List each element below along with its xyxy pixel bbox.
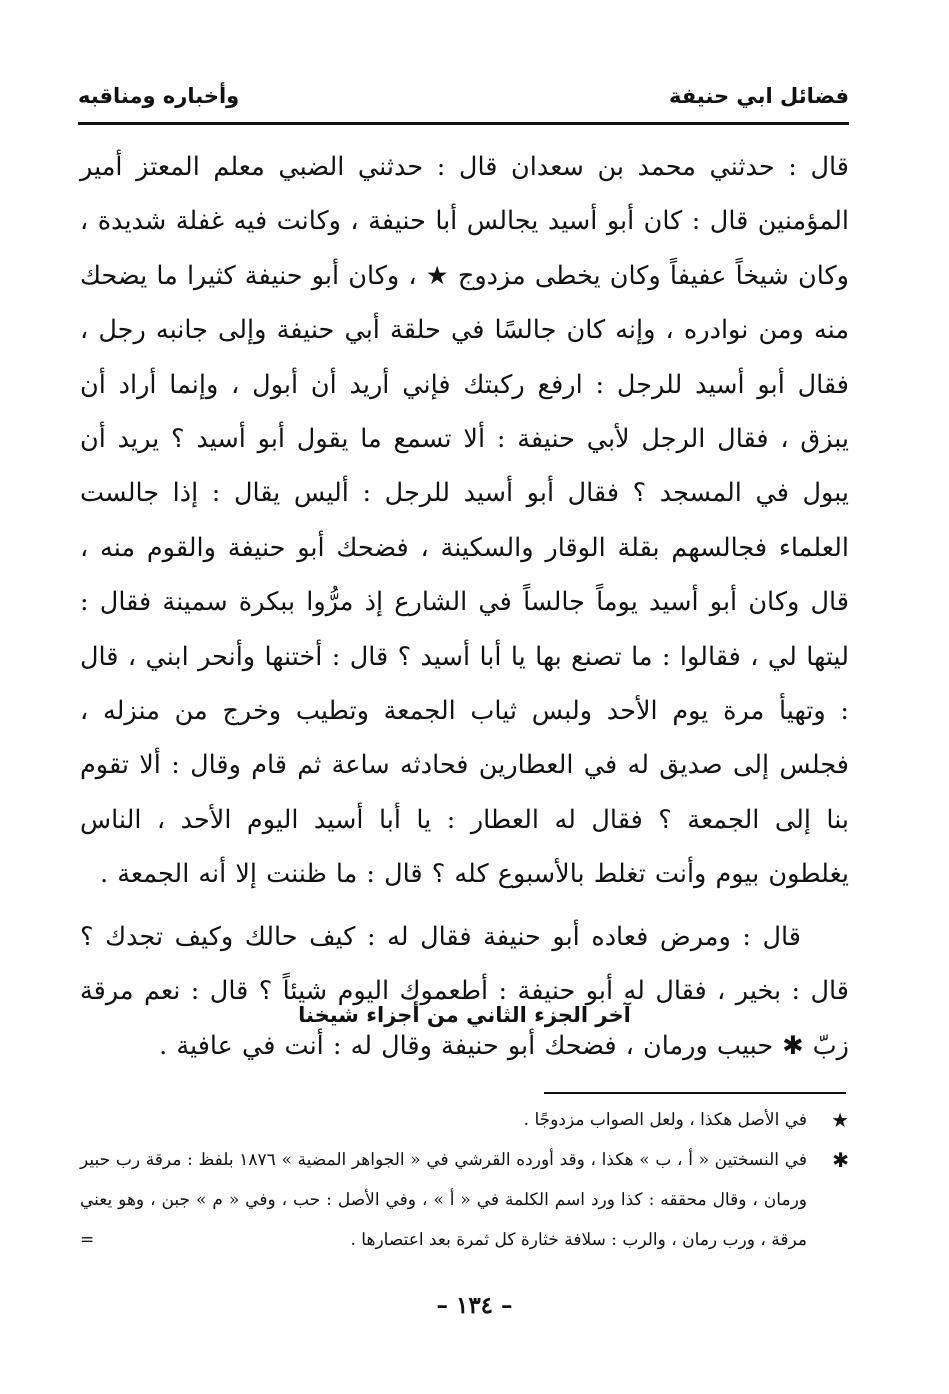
page-number: – ١٣٤ – <box>436 1292 513 1319</box>
footnote-marker: ✱ <box>832 1148 849 1172</box>
paragraph: قال : حدثني محمد بن سعدان قال : حدثني الضبي معلم المعتز أمير المؤمنين قال : كان أبو أسيد يجالس أبا حنيفة ، وكانت فيه غفلة شديدة ، وكان شيخاً عفيفاً وكان يخطى مزدوج ★ ، وكان أبو حنيفة كثيرا ما يضحك منه ومن نوادره ، وإنه كان جالسًا في حلقة أبي حنيفة وإلى جانبه رجل ، فقال أبو أسيد للرجل : ارفع ركبتك فإني أريد أن أبول ، وإنما أراد أن يبزق ، فقال الرجل لأبي حنيفة : ألا تسمع ما يقول أبو أسيد ؟ يريد أن يبول في المسجد ؟ فقال أبو أسيد للرجل : أليس يقال : إذا جالست العلماء فجالسهم بقلة الوقار والسكينة ، فضحك أبو حنيفة والقوم منه ، قال وكان أبو أسيد يوماً جالساً في الشارع إذ مرُّوا ببكرة سمينة فقال : ليتها لي ، فقالوا : ما تصنع بها يا أبا أسيد ؟ قال : أختنها وأنحر ابني ، قال : وتهيأ مرة يوم الأحد ولبس ثياب الجمعة وتطيب وخرج من منزله ، فجلس إلى صديق له في العطارين فحادثه ساعة ثم قام وقال : ألا تقوم بنا إلى الجمعة ؟ فقال له العطار : يا أبا أسيد اليوم الأحد ، الناس يغلطون بيوم وأنت تغلط بالأسبوع كله ؟ قال : ما ظننت إلا أنه الجمعة . <box>80 152 849 890</box>
footnote <box>80 1100 849 1140</box>
paragraph-text: قال : ومرض فعاده أبو حنيفة فقال له : كيف حالك وكيف تجدك ؟ قال : بخير ، فقال له أبو حنيفة : أطعموك اليوم شيئاً ؟ قال : نعم مرقة زبّ ✱ حبيب ورمان ، فضحك أبو حنيفة وقال له : أنت في عافية . <box>80 921 849 1061</box>
footnote <box>80 1140 849 1260</box>
paragraph <box>80 910 849 1073</box>
footnotes <box>80 1100 849 1260</box>
book-subtitle: وأخباره ومناقبه <box>78 84 240 108</box>
footnote-text: في النسختين « أ ، ب » هكذا ، وقد أورده القرشي في « الجواهر المضية » ١٨٧٦ بلفظ : مرقة رب حبير ورمان ، وقال محققه : كذا ورد اسم الكلمة في « أ » ، وفي الأصل : حب ، وفي « م » جبن ، وهو يعني مرقة ، ورب رمان ، والرب : سلافة خثارة كل ثمرة بعد اعتصارها . <box>80 1150 807 1250</box>
section-closing-line: آخر الجزء الثاني من أجزاء شيخنا <box>298 1003 631 1027</box>
footnote-marker: ★ <box>831 1108 849 1132</box>
running-header <box>78 84 849 124</box>
footnote-divider <box>544 1092 846 1094</box>
main-text <box>80 140 849 1073</box>
header-divider <box>78 122 849 125</box>
footnote-text: في الأصل هكذا ، ولعل الصواب مزدوجًا . <box>523 1110 807 1130</box>
footnote-continuation-marker: = <box>80 1230 95 1250</box>
book-title: فضائل ابي حنيفة <box>668 84 849 108</box>
